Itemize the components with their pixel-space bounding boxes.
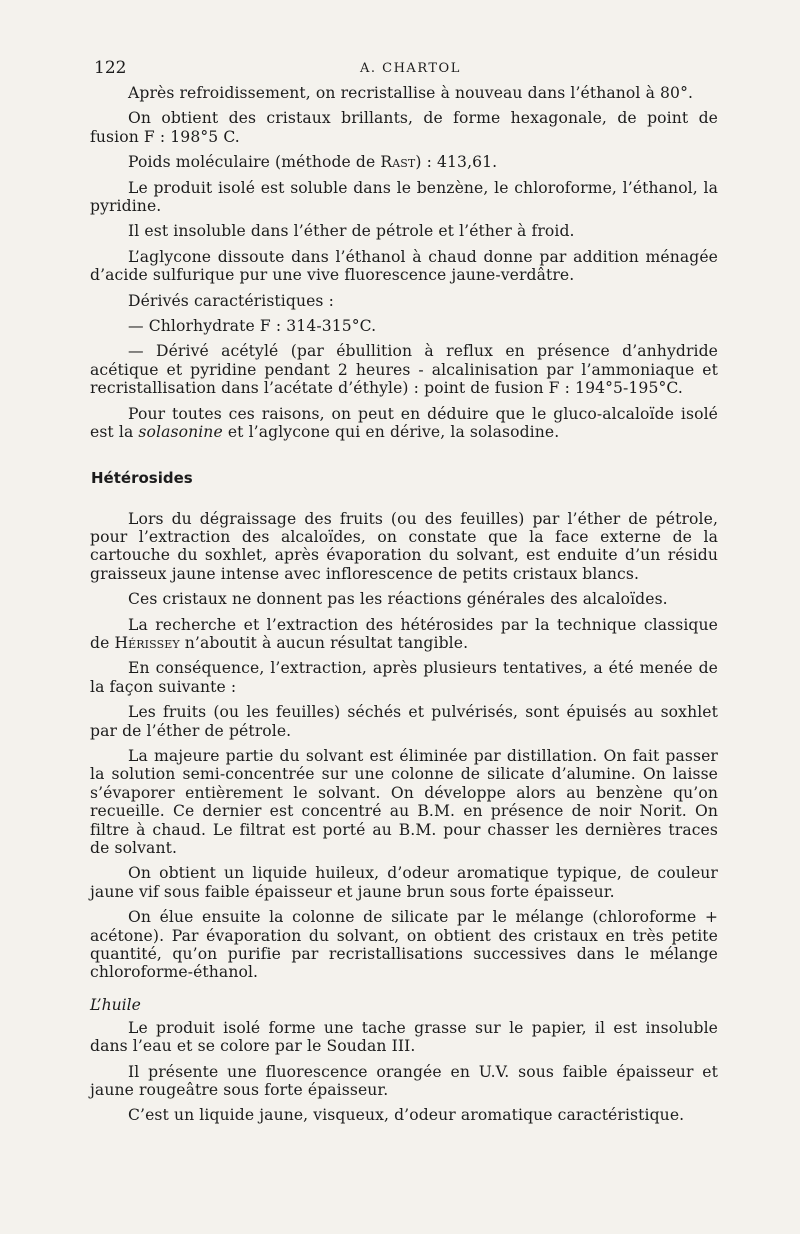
paragraph: Lors du dégraissage des fruits (ou des feuilles) par l’éther de pétrole, pour l’extraction des alcaloïdes, on constate que la face externe de la cartouche du soxhlet, après évaporation du solvant, est enduite d’un résidu graisseux jaune intense avec inflorescence de petits cristaux blancs. [90,509,718,583]
author-name: Rast [380,153,416,172]
running-header [90,58,718,84]
paragraph-conclusion: Pour toutes ces raisons, on peut en déduire que le gluco-alcaloïde isolé est la solasonine et l’aglycone qui en dérive, la solasodine. [90,404,718,442]
paragraph: Il est insoluble dans l’éther de pétrole et l’éther à froid. [128,222,575,241]
paragraph: Le produit isolé forme une tache grasse sur le papier, il est insoluble dans l’eau et se colore par le Soudan III. [90,1018,718,1056]
paragraph: — Dérivé acétylé (par ébullition à reflux en présence d’anhydride acétique et pyridine pendant 2 heures - alcalinisation par l’ammoniaque et recristallisation dans l’acétate d’éthyle) : point de fusion F : 194°5-195°C. [90,342,718,398]
paragraph: Ces cristaux ne donnent pas les réactions générales des alcaloïdes. [128,590,668,609]
author-name: Hérissey [114,633,180,652]
paragraph-molecular-weight: Poids moléculaire (méthode de Rast) : 413,61. [128,153,498,172]
italic-term: solasonine [138,423,223,442]
paragraph: L’aglycone dissoute dans l’éthanol à chaud donne par addition ménagée d’acide sulfurique pur une vive fluorescence jaune-verdâtre. [90,247,718,285]
paragraph: On obtient un liquide huileux, d’odeur aromatique typique, de couleur jaune vif sous faible épaisseur et jaune brun sous forte épaisseur. [90,864,718,901]
paragraph: La majeure partie du solvant est éliminée par distillation. On fait passer la solution semi-concentrée sur une colonne de silicate d’alumine. On laisse s’évaporer entièrement le solvant. On développe alors au benzène qu’on recueille. Ce dernier est concentré au B.M. en présence de noir Norit. On filtre à chaud. Le filtrat est porté au B.M. pour chasser les dernières traces de solvant. [90,746,718,857]
paragraph: La recherche et l’extraction des hétérosides par la technique classique de Hérissey n’aboutit à aucun résultat tangible. [90,615,718,652]
paragraph: Dérivés caractéristiques : [128,291,334,310]
paragraph: On obtient des cristaux brillants, de forme hexagonale, de point de fusion F : 198°5 C. [90,109,718,146]
page-number: 122 [94,58,127,78]
paragraph: Le produit isolé est soluble dans le benzène, le chloroforme, l’éthanol, la pyridine. [90,178,718,216]
document-page [90,58,718,1132]
paragraph: En conséquence, l’extraction, après plusieurs tentatives, a été menée de la façon suivante : [90,659,718,696]
paragraph: Après refroidissement, on recristallise à nouveau dans l’éthanol à 80°. [128,84,694,102]
subsection-heading: L’huile [90,995,141,1014]
section-heading: Hétérosides [91,468,193,487]
paragraph: Les fruits (ou les feuilles) séchés et pulvérisés, sont épuisés au soxhlet par de l’éther de pétrole. [90,703,718,740]
running-author: A. CHARTOL [360,61,461,76]
paragraph: C’est un liquide jaune, visqueux, d’odeur aromatique caractéristique. [128,1106,685,1125]
paragraph: On élue ensuite la colonne de silicate par le mélange (chloroforme + acétone). Par évaporation du solvant, on obtient des cristaux en très petite quantité, qu’on purifie par recristallisations successives dans le mélange chloroforme-éthanol. [90,908,718,982]
paragraph: Il présente une fluorescence orangée en U.V. sous faible épaisseur et jaune rougeâtre sous forte épaisseur. [90,1062,718,1100]
paragraph: — Chlorhydrate F : 314-315°C. [128,317,377,336]
